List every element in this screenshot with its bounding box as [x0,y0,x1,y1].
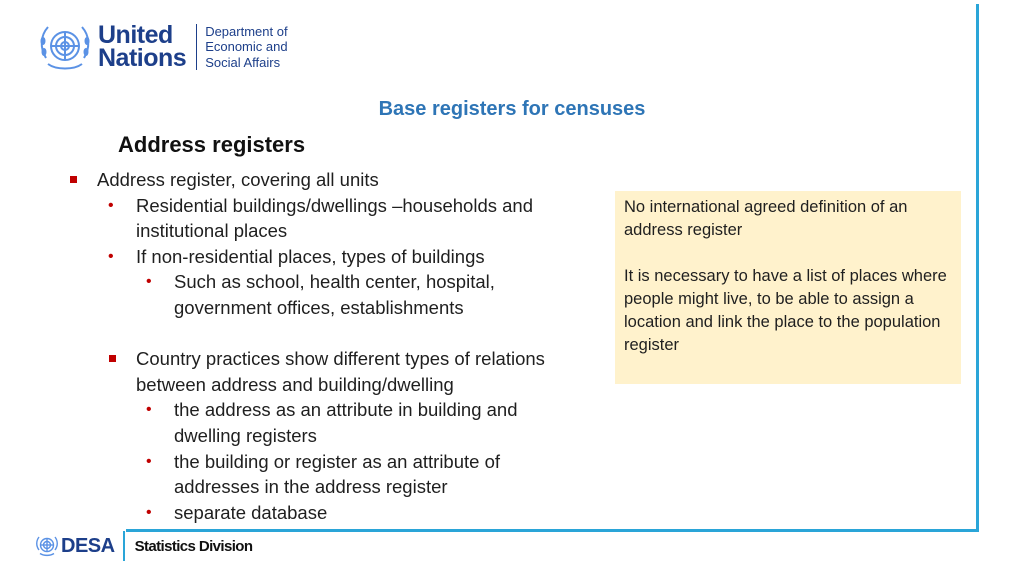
list-item [0,397,610,423]
bullet-text: Residential buildings/dwellings –households and [136,194,533,216]
list-item-continuation [0,372,610,398]
department-line1: Department of [205,23,288,39]
list-item [0,449,610,475]
bullet-text: Country practices show different types of relations [136,348,545,370]
department-name [205,24,287,71]
bullet-text: between address and building/dwelling [136,373,454,395]
bullet-text: the building or register as an attribute of [174,450,500,472]
footer-divider [123,531,125,561]
bullet-list [0,167,610,525]
un-emblem-icon [38,22,92,72]
department-line2: Economic and [205,39,288,55]
un-wordmark-line1: United [98,21,173,49]
division-name: Statistics Division [134,537,253,555]
definition-note-box [615,191,961,384]
square-bullet-icon [109,355,116,362]
un-desa-logo [38,22,288,72]
list-item-continuation [0,218,610,244]
frame-bottom-border [126,529,979,532]
dot-bullet-icon: • [146,401,152,419]
bullet-text: dwelling registers [174,424,317,446]
un-wordmark-line2: Nations [98,44,187,72]
dot-bullet-icon: • [108,247,114,265]
desa-emblem-icon [36,535,58,557]
slide-title: Base registers for censuses [378,98,646,120]
dot-bullet-icon: • [146,452,152,470]
dot-bullet-icon: • [108,196,114,214]
list-item [0,346,610,372]
bullet-text: addresses in the address register [174,476,448,498]
dot-bullet-icon: • [146,273,152,291]
list-item [0,193,610,219]
bullet-text: separate database [174,501,328,523]
footer [36,531,252,561]
list-item [0,167,610,193]
list-item [0,500,610,526]
bullet-text: institutional places [136,220,288,242]
note-paragraph-2: It is necessary to have a list of places where people might live, to be able to assign a location and link the place to the population register [624,267,947,354]
list-item-continuation [0,295,610,321]
department-line3: Social Affairs [205,54,281,70]
section-heading: Address registers [118,132,306,157]
dot-bullet-icon: • [146,503,152,521]
desa-wordmark: DESA [61,534,115,557]
bullet-text: the address as an attribute in building and [174,399,518,421]
note-paragraph-1: No international agreed definition of an address register [624,198,908,239]
frame-right-border [976,4,979,532]
square-bullet-icon [70,176,77,183]
bullet-text: If non-residential places, types of buildings [136,245,485,267]
bullet-text: government offices, establishments [174,296,464,318]
list-item-continuation [0,423,610,449]
bullet-text: Address register, covering all units [97,169,379,190]
list-item-continuation [0,474,610,500]
logo-divider [196,24,197,70]
list-item [0,269,610,295]
bullet-text: Such as school, health center, hospital, [174,271,495,293]
un-wordmark [98,21,187,72]
list-item [0,244,610,270]
list-spacer [0,321,610,347]
